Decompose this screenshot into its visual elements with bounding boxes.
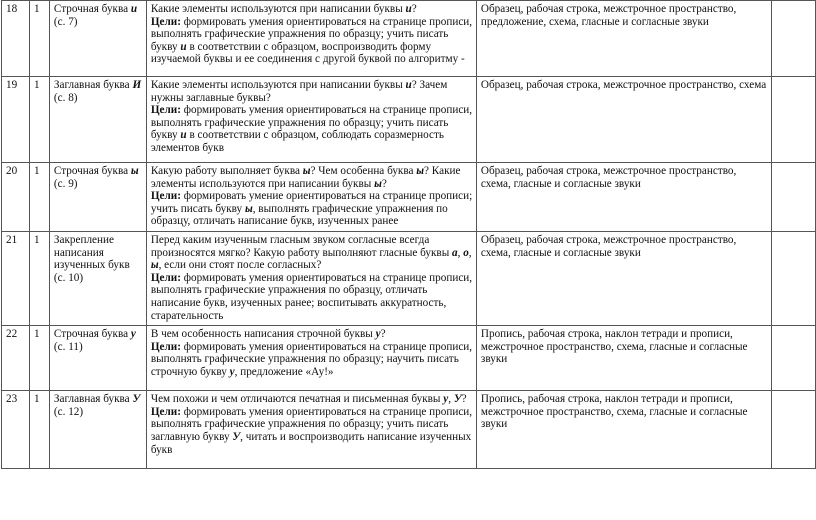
lesson-hours: 1 (29, 77, 49, 163)
question-letter: о (463, 246, 469, 259)
lesson-tools: Образец, рабочая строка, межстрочное пространство, схема, гласные и согласные звуки (476, 231, 771, 325)
lesson-extra (772, 231, 816, 325)
question-letter: а (452, 246, 458, 259)
lesson-hours: 1 (29, 1, 49, 77)
goals-label: Цели: (150, 190, 181, 203)
lesson-topic (49, 326, 146, 391)
lesson-topic (49, 231, 146, 325)
lesson-content (146, 391, 476, 469)
question-end: ? (461, 393, 467, 406)
lesson-hours: 1 (29, 231, 49, 325)
lesson-content (146, 326, 476, 391)
goals-letter: ы (244, 202, 253, 215)
question-letter: ы (150, 259, 159, 272)
topic-letter: И (132, 79, 142, 91)
question-text: Перед каким изученным гласным звуком согласные всегда произносятся мягко? Какую работу выполняют гласные буквы (150, 233, 453, 259)
goals-text: формировать умения ориентироваться на странице прописи, выполнять графические упражнения по образцу; учить писать букву (150, 104, 473, 142)
question-end: ? Зачем нужны заглавные буквы? (150, 79, 448, 104)
table-row (2, 163, 816, 232)
lesson-number: 23 (2, 391, 30, 469)
question-letter: и (405, 79, 412, 91)
question-text: Чем похожи и чем отличаются печатная и письменная буквы (150, 393, 444, 406)
table-row (2, 1, 816, 77)
topic-page: (с. 10) (53, 271, 84, 284)
question-text: Какие элементы используются при написании буквы (150, 3, 406, 15)
goals-label: Цели: (150, 340, 181, 353)
lesson-tools: Образец, рабочая строка, межстрочное пространство, схема, гласные и согласные звуки (476, 163, 771, 232)
separator: , (468, 246, 472, 259)
topic-text: Строчная буква (53, 3, 131, 15)
lesson-content (146, 231, 476, 325)
topic-text: Строчная буква (53, 328, 131, 341)
lesson-topic (49, 391, 146, 469)
question-text: ? Чем особенна буква (310, 165, 417, 177)
question-text: ? Какие элементы используются при написании буквы (150, 165, 461, 190)
lesson-number: 22 (2, 326, 30, 391)
lesson-content (146, 1, 476, 77)
question-end: ? (380, 328, 386, 341)
question-letter: ы (416, 165, 425, 177)
lesson-hours: 1 (29, 391, 49, 469)
topic-text: Строчная буква (53, 165, 131, 177)
lesson-plan-table (1, 0, 816, 469)
lesson-hours: 1 (29, 163, 49, 232)
table-row (2, 77, 816, 163)
goals-text-end: , предложение «Ау!» (234, 365, 334, 378)
lesson-extra (772, 1, 816, 77)
goals-text: формировать умения ориентироваться на странице прописи, выполнять графические упражнения по образцу; учить писать заглавную букву (150, 405, 473, 443)
lesson-content (146, 77, 476, 163)
lesson-tools: Образец, рабочая строка, межстрочное пространство, предложение, схема, гласные и согласные звуки (476, 1, 771, 77)
question-text: Какие элементы используются при написании буквы (150, 79, 406, 91)
lesson-extra (772, 326, 816, 391)
goals-label: Цели: (150, 104, 181, 117)
lesson-extra (772, 391, 816, 469)
table-row (2, 326, 816, 391)
topic-letter: у (130, 328, 136, 341)
goals-text: формировать умения ориентироваться на странице прописи, выполнять графические упражнения по образцу, отличать написание букв, изученных ранее; воспитывать аккуратность, старательность (150, 271, 473, 322)
question-letter: ы (302, 165, 311, 177)
topic-text: Заглавная буква (53, 79, 133, 91)
topic-page: (с. 9) (53, 177, 78, 190)
lesson-number: 19 (2, 77, 30, 163)
question-text: В чем особенность написания строчной буквы (150, 328, 376, 341)
lesson-hours: 1 (29, 326, 49, 391)
topic-letter: и (130, 3, 138, 15)
topic-text: Заглавная буква (53, 393, 133, 406)
goals-text: формировать умения ориентироваться на странице прописи, выполнять графические упражнения по образцу; учить писать букву (150, 15, 473, 53)
goals-letter: и (180, 40, 187, 53)
goals-text-end: в соответствии с образцом, воспроизводить форму изучаемой буквы и ее соединения с другой буквой по алгоритму - (150, 40, 465, 66)
question-end: ? (381, 177, 387, 190)
lesson-extra (772, 163, 816, 232)
topic-page: (с. 7) (53, 15, 78, 28)
goals-label: Цели: (150, 15, 181, 28)
lesson-tools: Пропись, рабочая строка, наклон тетради и прописи, межстрочное пространство, схема, гласные и согласные звуки (476, 326, 771, 391)
question-letter: у (375, 328, 381, 341)
lesson-tools: Образец, рабочая строка, межстрочное пространство, схема (476, 77, 771, 163)
question-letter: у (443, 393, 449, 406)
question-end: ? (411, 3, 417, 15)
question-letter: и (405, 3, 412, 15)
lesson-number: 18 (2, 1, 30, 77)
lesson-extra (772, 77, 816, 163)
table-row (2, 391, 816, 469)
table-row (2, 231, 816, 325)
lesson-topic (49, 77, 146, 163)
topic-page: (с. 8) (53, 91, 78, 104)
lesson-topic (49, 163, 146, 232)
separator: , (457, 246, 464, 259)
question-end: , если они стоят после согласных? (158, 259, 322, 272)
lesson-tools: Пропись, рабочая строка, наклон тетради и прописи, межстрочное пространство, схема, гласные и согласные звуки (476, 391, 771, 469)
goals-letter: и (180, 129, 187, 142)
topic-letter: ы (130, 165, 139, 177)
goals-label: Цели: (150, 405, 181, 418)
goals-label: Цели: (150, 271, 181, 284)
topic-page: (с. 11) (53, 340, 83, 353)
topic-letter: У (132, 393, 141, 406)
separator: , (448, 393, 454, 406)
goals-text-end: , выполнять графические упражнения по образцу, отличать написание букв, изученных ранее (150, 202, 448, 228)
goals-text: формировать умения ориентироваться на странице прописи, выполнять графические упражнения по образцу; научить писать строчную букву (150, 340, 473, 378)
goals-text-end: в соответствии с образцом, соблюдать соразмерность элементов букв (150, 129, 444, 154)
goals-letter: У (232, 430, 241, 443)
question-letter: ы (374, 177, 382, 190)
lesson-number: 21 (2, 231, 30, 325)
goals-letter: у (229, 365, 235, 378)
topic-text: Закрепление написания изученных букв (53, 233, 130, 272)
question-text: Какую работу выполняет буква (150, 165, 303, 177)
goals-text: формировать умение ориентироваться на странице прописи; учить писать букву (150, 190, 473, 215)
lesson-content (146, 163, 476, 232)
lesson-topic (49, 1, 146, 77)
question-letter: У (453, 393, 462, 406)
lesson-number: 20 (2, 163, 30, 232)
topic-page: (с. 12) (53, 405, 84, 418)
goals-text-end: , читать и воспроизводить написание изученных букв (150, 430, 472, 456)
